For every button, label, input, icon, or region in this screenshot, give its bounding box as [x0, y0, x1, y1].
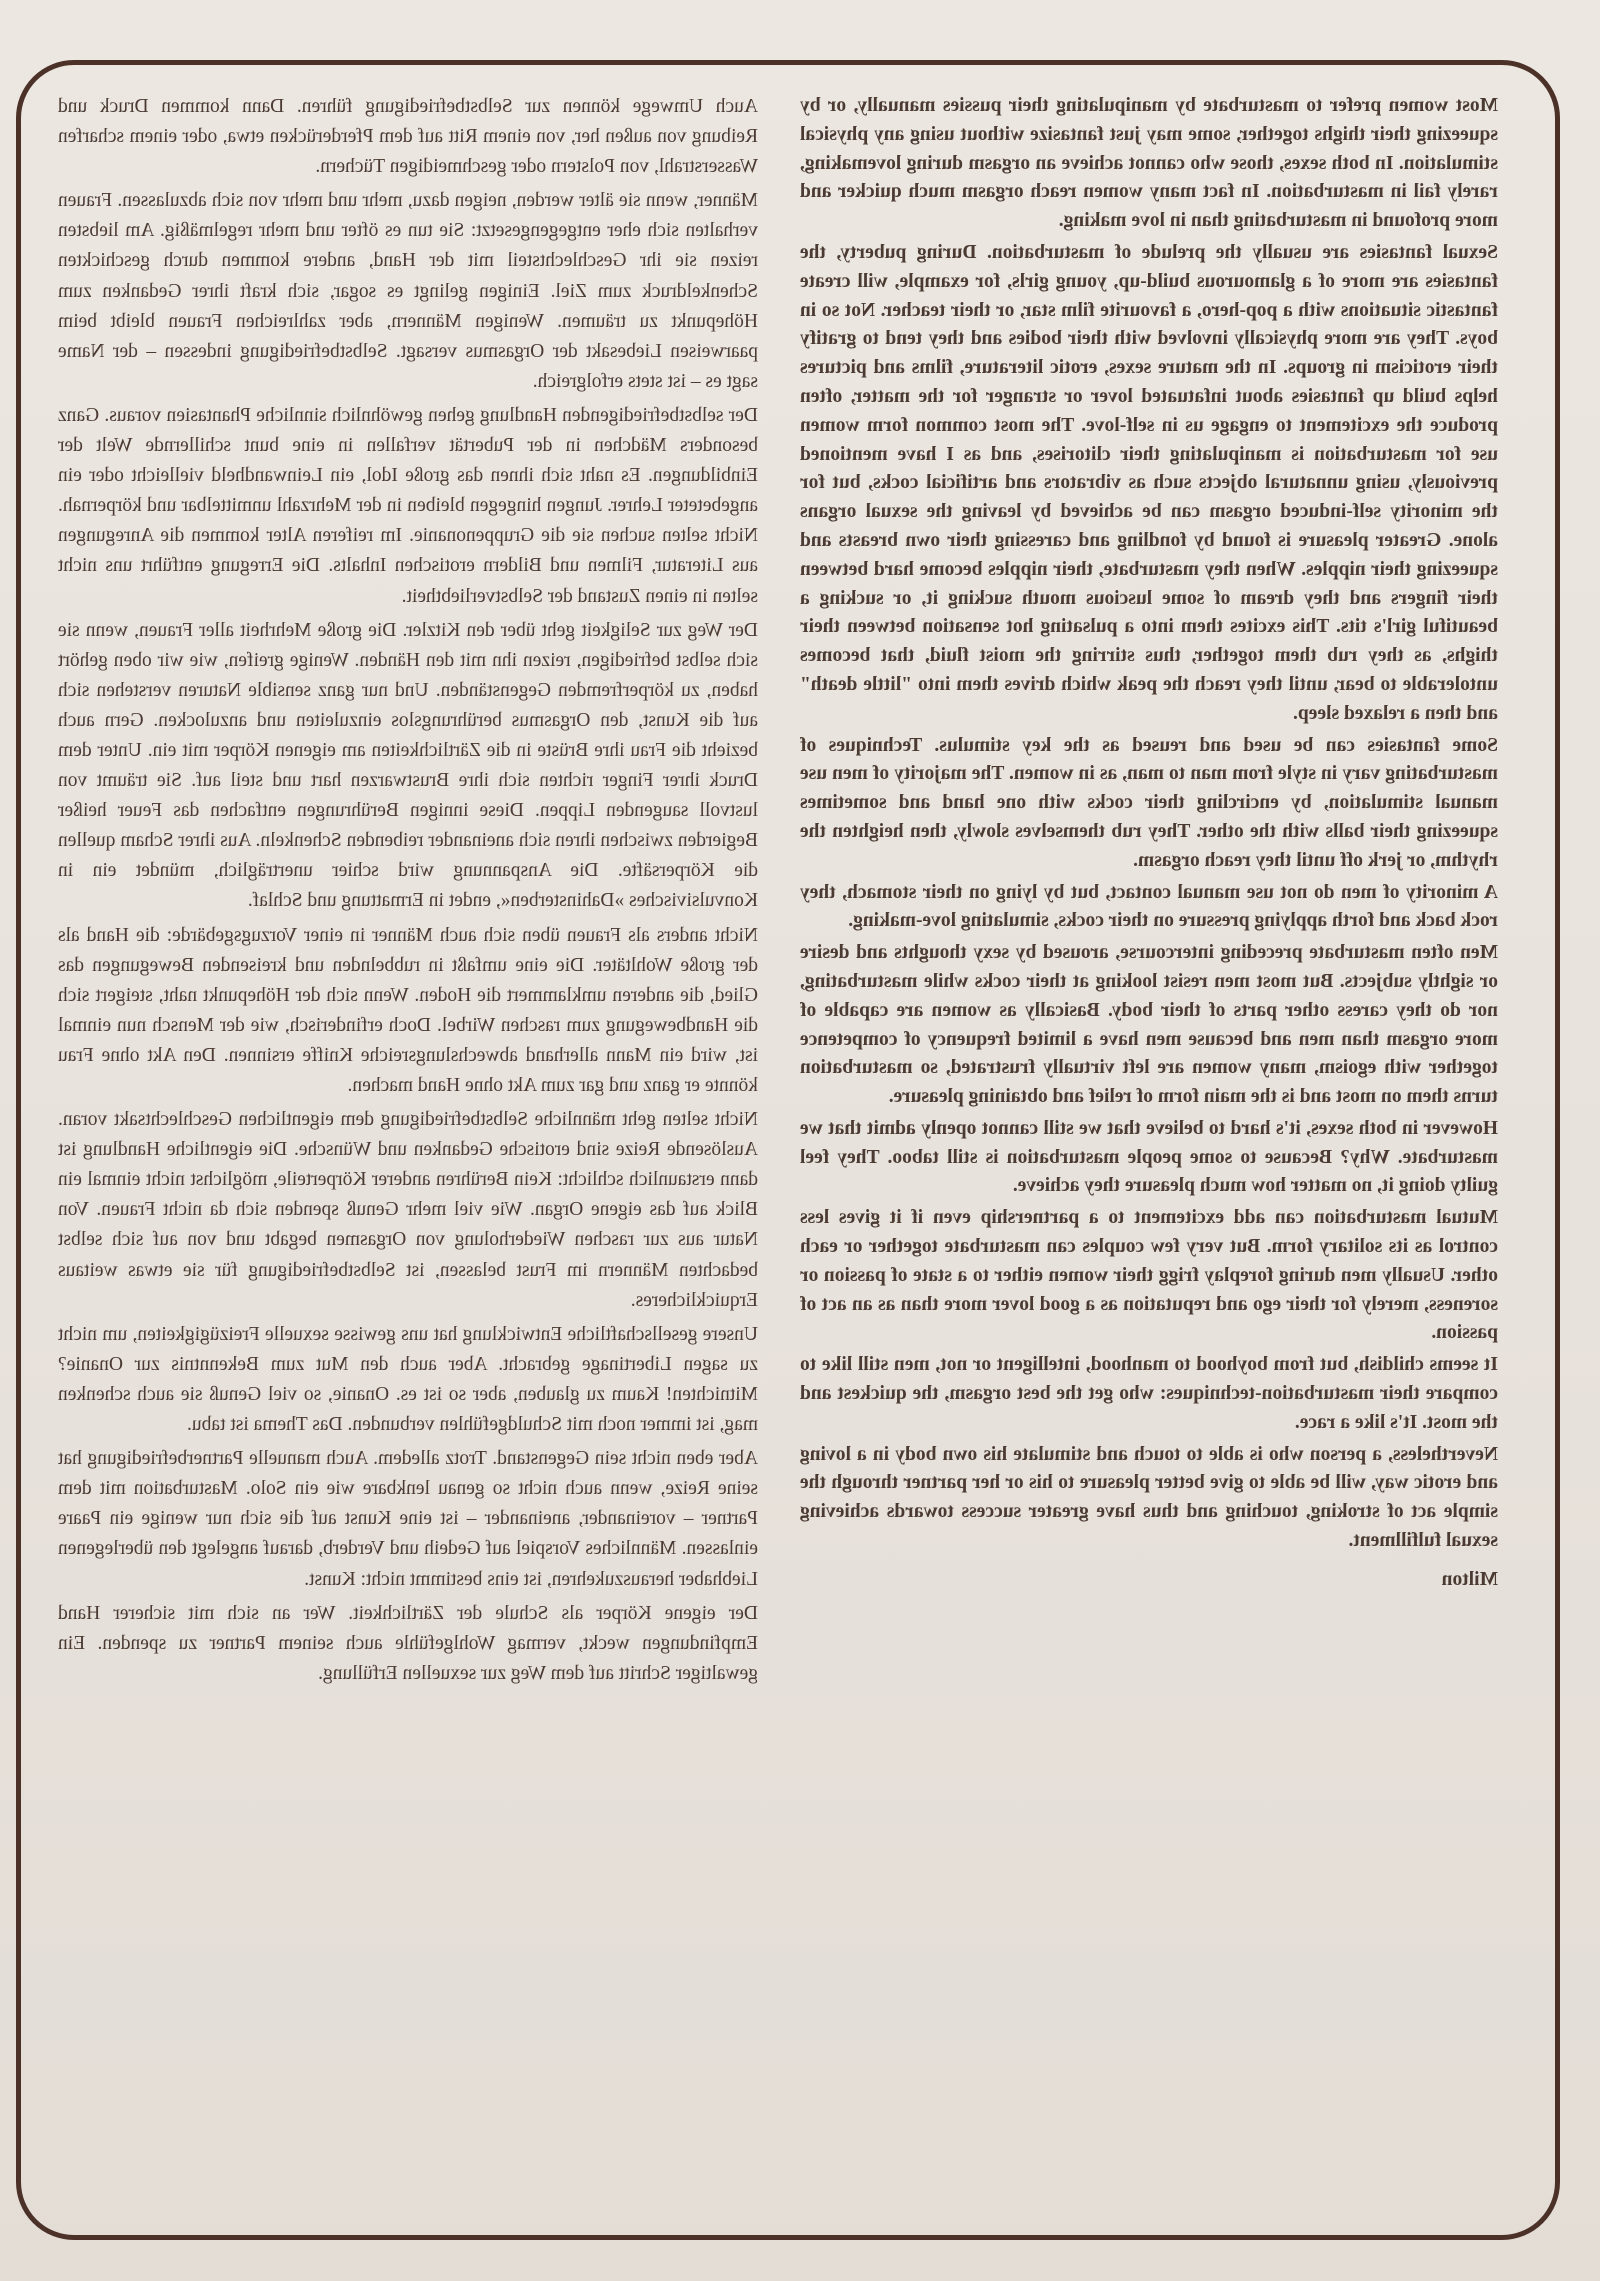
english-paragraph: A minority of men do not use manual contact, but by lying on their stomach, they rock back and forth applying pressure on their cocks, simulating love-making.	[800, 881, 1498, 932]
author-signature: Milton	[1441, 1568, 1498, 1590]
english-paragraph: Some fantasies can be used and reused as the key stimulus. Techniques of masturbating vary in style from man to man, as in women. The majority of men use manual stimulation, by encircling their cocks with one hand and sometimes squeezing their balls with the other. They rub themselves slowly, then heighten the rhythm, or jerk off until they reach orgasm.	[800, 734, 1498, 871]
english-text-column	[800, 92, 1498, 2210]
english-paragraph: Mutual masturbation can add excitement to a partnership even if it gives less control as its solitary form. But very few couples can masturbate together or each other. Usually men during foreplay frigg their women either to a state of passion or soreness, merely for their ego and reputation as a good lover more than as an act of passion.	[800, 1207, 1498, 1344]
german-text-column	[58, 92, 758, 2210]
english-paragraph: Most women prefer to masturbate by manipulating their pussies manually, or by squeezing their thighs together, some may just fantasize without using any physical stimulation. In both sexes, those who cannot achieve an orgasm during lovemaking, rarely fail in masturbation. In fact many women reach orgasm much quicker and more profound in masturbating than in love making.	[800, 95, 1498, 232]
german-paragraph: Männer, wenn sie älter werden, neigen dazu, mehr und mehr von sich abzulassen. Frauen verhalten sich eher entgegengesetzt: Sie tun es öfter und mehr regelmäßig. Am liebsten reizen sie ihr Geschlechtsteil mit der Hand, andere kommen durch geschickten Schenkeldruck zum Ziel. Einigen gelingt es sogar, sich kraft ihrer Gedanken zum Höhepunkt zu träumen. Wenigen Männern, aber zahlreichen Frauen bleibt beim paarweisen Liebesakt der Orgasmus versagt. Selbstbefriedigung indessen – der Name sagt es – ist stets erfolgreich.	[58, 190, 758, 392]
german-paragraph: Aber eben nicht sein Gegenstand. Trotz alledem. Auch manuelle Partnerbefriedigung hat seine Reize, wenn auch nicht so genau lenkbare wie ein Solo. Masturbation mit dem Partner – voreinander, aneinander – ist eine Kunst auf die sich nur wenige ein Paare einlassen. Männliches Vorspiel auf Gedeih und Verderb, darauf angelegt den überlegenen Liebhaber herauszukehren, ist eins bestimmt nicht: Kunst.	[58, 1448, 758, 1590]
german-paragraph: Nicht selten geht männliche Selbstbefriedigung dem eigentlichen Geschlechtsakt voran. Auslösende Reize sind erotische Gedanken und Wünsche. Die eigentliche Handlung ist dann erstaunlich schlicht: Kein Berühren anderer Körperteile, möglichst nicht einmal ein Blick auf das eigene Organ. Wie viel mehr Genuß spenden sich da nicht Frauen. Von Natur aus zur raschen Wiederholung von Orgasmen begabt und von auf sich selbst bedachten Männern im Frust belassen, ist Selbstbefriedigung für sie etwas weitaus Erquicklicheres.	[58, 1109, 758, 1311]
english-paragraph: Sexual fantasies are usually the prelude of masturbation. During puberty, the fantasies are more of a glamourous build-up, young girls, for example, will create fantastic situations with a pop-hero, a favourite film star, or their teacher. Not so in boys. They are more physically involved with their bodies and they tend to gratify their eroticism in groups. In the mature sexes, erotic literature, films and pictures helps build up fantasies about infatuated lover or stranger for the matter, often produce the excitement to engage us in self-love. The most common form women use for masturbation is manipulating their clitorises, and as I have mentioned previously, using unnatural objects such as vibrators and artificial cocks, but for the minority self-induced orgasm can be achieved by leaving the sexual organs alone. Greater pleasure is found by fondling and caressing their own breasts and squeezing their nipples. When they masturbate, their nipples become hard between their fingers and they dream of some luscious mouth sucking it, or sucking a beautiful girl's tits. This excites them into a pulsating hot sensation between their thighs, as they rub them together, thus stirring the moist fluid, that becomes untolerable to bear, until they reach the peak which drives them into "little death" and then a relaxed sleep.	[800, 241, 1498, 724]
german-paragraph: Auch Umwege können zur Selbstbefriedigung führen. Dann kommen Druck und Reibung von außen her, von einem Ritt auf dem Pferderücken etwa, oder einem scharfen Wasserstrahl, von Polstern oder geschmeidigen Tüchern.	[58, 96, 758, 178]
english-paragraph: However in both sexes, it's hard to believe that we still cannot openly admit that we masturbate. Why? Because to some people masturbation is still taboo. They feel guilty doing it, no matter how much pleasure they achieve.	[800, 1117, 1498, 1197]
english-paragraph: It seems childish, but from boyhood to manhood, intelligent or not, men still like to compare their masturbation-techniques: who get the best orgasm, the quickest and the most. It's like a race.	[800, 1354, 1498, 1433]
german-paragraph: Der selbstbefriedigenden Handlung gehen gewöhnlich sinnliche Phantasien voraus. Ganz besonders Mädchen in der Pubertät verfallen in eine bunt schillernde Welt der Einbildungen. Es naht sich ihnen das große Idol, ein Leinwandheld vielleicht oder ein angebeteter Lehrer. Jungen hingegen bleiben in der Mehrzahl unmittelbar und körpernah. Nicht selten suchen sie die Gruppenonanie. Im reiferen Alter kommen die Anregungen aus Literatur, Filmen und Bildern erotischen Inhalts. Die Erregung entführt uns nicht selten in einen Zustand der Selbstverliebtheit.	[58, 404, 758, 607]
german-paragraph: Der eigene Körper als Schule der Zärtlichkeit. Wer an sich mit sicherer Hand Empfindungen weckt, vermag Wohlgefühle auch seinem Partner zu spenden. Ein gewaltiger Schritt auf dem Weg zur sexuellen Erfüllung.	[58, 1602, 758, 1684]
german-paragraph: Nicht anders als Frauen üben sich auch Männer in einer Vorzugsgebärde: die Hand als der große Wohltäter. Die eine umfaßt in rubbelnden und kreisenden Bewegungen das Glied, die anderen umklammert die Hoden. Wenn sich der Höhepunkt naht, steigert sich die Handbewegung zum raschen Wirbel. Doch erfinderisch, wie der Mensch nun einmal ist, wird ein Mann allerhand abwechslungsreiche Kniffe ersinnen. Den Akt ohne Frau könnte er ganz und gar zum Akt ohne Hand machen.	[58, 924, 758, 1096]
english-paragraph: Men often masturbate preceding intercourse, aroused by sexy thoughts and desire or sightly subjects. But most men resist looking at their cocks while masturbating, nor do they caress other parts of their body. Basically as women are capable of more orgasm than men and because men have a limited frequency of competence together with egoism, many women are left virtually frustrated, so masturbation turns them on most and is the main form of relief and obtaining pleasure.	[800, 942, 1498, 1108]
english-paragraph: Nevertheless, a person who is able to touch and stimulate his own body in a loving and erotic way, will be able to give better pleasure to his or her partner through the simple act of stroking, touching and thus have greater success towards achieving sexual fulfillment.	[800, 1443, 1498, 1552]
german-paragraph: Unsere gesellschaftliche Entwicklung hat uns gewisse sexuelle Freizügigkeiten, um nicht zu sagen Libertinage gebracht. Aber auch den Mut zum Bekenntnis zur Onanie? Mitnichten! Kaum zu glauben, aber so ist es. Onanie, so viel Genuß sie auch schenken mag, ist immer noch mit Schuldgefühlen verbunden. Das Thema ist tabu.	[58, 1323, 758, 1436]
german-paragraph: Der Weg zur Seligkeit geht über den Kitzler. Die große Mehrheit aller Frauen, wenn sie sich selbst befriedigen, reizen ihn mit den Händen. Wenige greifen, wie wir oben gehört haben, zu körperfremden Gegenständen. Und nur ganz sensible Naturen verstehen sich auf die Kunst, den Orgasmus berührungslos einzuleiten und anzulocken. Gern auch bezieht die Frau ihre Brüste in die Zärtlichkeiten am eigenen Körper mit ein. Unter dem Druck ihrer Finger richten sich ihre Brustwarzen hart und steil auf. Sie träumt von lustvoll saugenden Lippen. Diese innigen Berührungen entfachen das Feuer heißer Begierden zwischen ihren sich aneinander reibenden Schenkeln. Aus ihrer Scham quellen die Körpersäfte. Die Anspannung wird schier unerträglich, mündet ein in Konvulsivisches »Dahinsterben«, endet in Ermattung und Schlaf.	[58, 619, 758, 912]
